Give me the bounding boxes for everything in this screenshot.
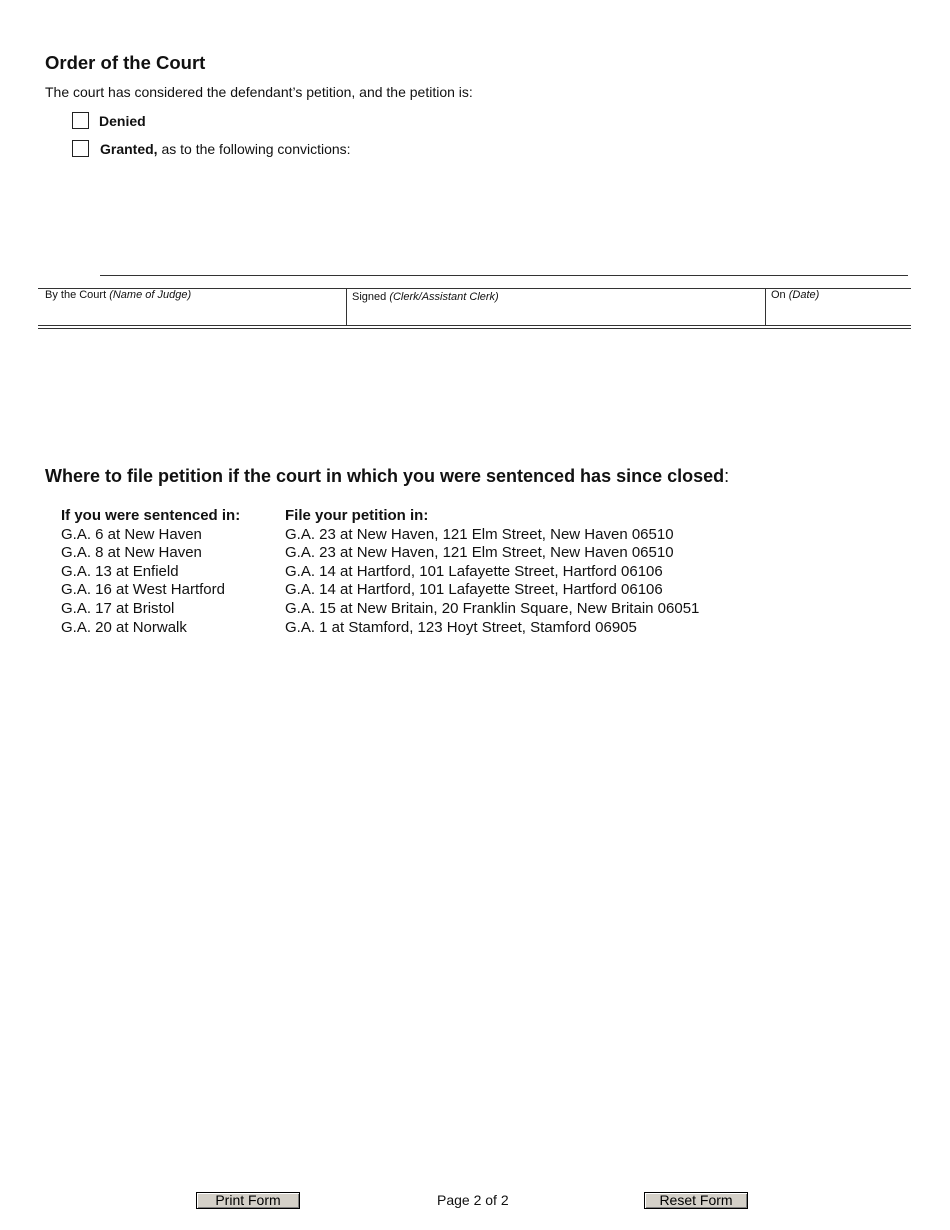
print-form-button[interactable]: Print Form <box>196 1192 300 1209</box>
by-court-label: By the Court (Name of Judge) <box>45 289 192 301</box>
order-title: Order of the Court <box>45 52 206 73</box>
judge-name-field[interactable] <box>45 305 340 319</box>
granted-label: Granted, <box>100 140 158 157</box>
file-in-item: G.A. 15 at New Britain, 20 Franklin Square, New Britain 06051 <box>285 599 700 617</box>
file-in-item: G.A. 23 at New Haven, 121 Elm Street, New Haven 06510 <box>285 525 674 543</box>
denied-label: Denied <box>99 112 146 129</box>
sentenced-in-column <box>61 507 240 637</box>
order-intro-text: The court has considered the defendant’s petition, and the petition is: <box>45 84 473 100</box>
sentenced-in-item: G.A. 13 at Enfield <box>61 562 179 580</box>
date-field[interactable] <box>771 305 906 319</box>
granted-suffix-text: as to the following convictions: <box>157 140 351 157</box>
on-date-label: On (Date) <box>771 289 820 301</box>
sentenced-in-header: If you were sentenced in: <box>61 507 241 524</box>
granted-option[interactable] <box>72 140 351 157</box>
sentenced-in-item: G.A. 16 at West Hartford <box>61 581 225 599</box>
file-in-header: File your petition in: <box>285 507 429 524</box>
sentenced-in-item: G.A. 17 at Bristol <box>61 599 175 617</box>
convictions-line <box>100 275 908 276</box>
signature-table-bottom-rule <box>38 325 911 329</box>
file-in-item: G.A. 14 at Hartford, 101 Lafayette Street, Hartford 06106 <box>285 581 663 599</box>
denied-checkbox[interactable] <box>72 112 89 129</box>
signature-divider-2 <box>765 288 766 326</box>
file-in-item: G.A. 14 at Hartford, 101 Lafayette Street, Hartford 06106 <box>285 562 663 580</box>
signed-label: Signed (Clerk/Assistant Clerk) <box>352 291 499 303</box>
filing-title: Where to file petition if the court in which you were sentenced has since closed: <box>45 466 730 486</box>
file-in-column <box>285 507 699 637</box>
sentenced-in-item: G.A. 8 at New Haven <box>61 544 202 562</box>
reset-form-button[interactable]: Reset Form <box>644 1192 748 1209</box>
page-number: Page 2 of 2 <box>437 1192 509 1208</box>
clerk-signature-field[interactable] <box>352 307 757 321</box>
sentenced-in-item: G.A. 20 at Norwalk <box>61 618 187 636</box>
sentenced-in-item: G.A. 6 at New Haven <box>61 525 202 543</box>
denied-option[interactable] <box>72 112 146 129</box>
file-in-item: G.A. 23 at New Haven, 121 Elm Street, New Haven 06510 <box>285 544 674 562</box>
file-in-item: G.A. 1 at Stamford, 123 Hoyt Street, Stamford 06905 <box>285 618 637 636</box>
granted-checkbox[interactable] <box>72 140 89 157</box>
signature-divider-1 <box>346 288 347 326</box>
